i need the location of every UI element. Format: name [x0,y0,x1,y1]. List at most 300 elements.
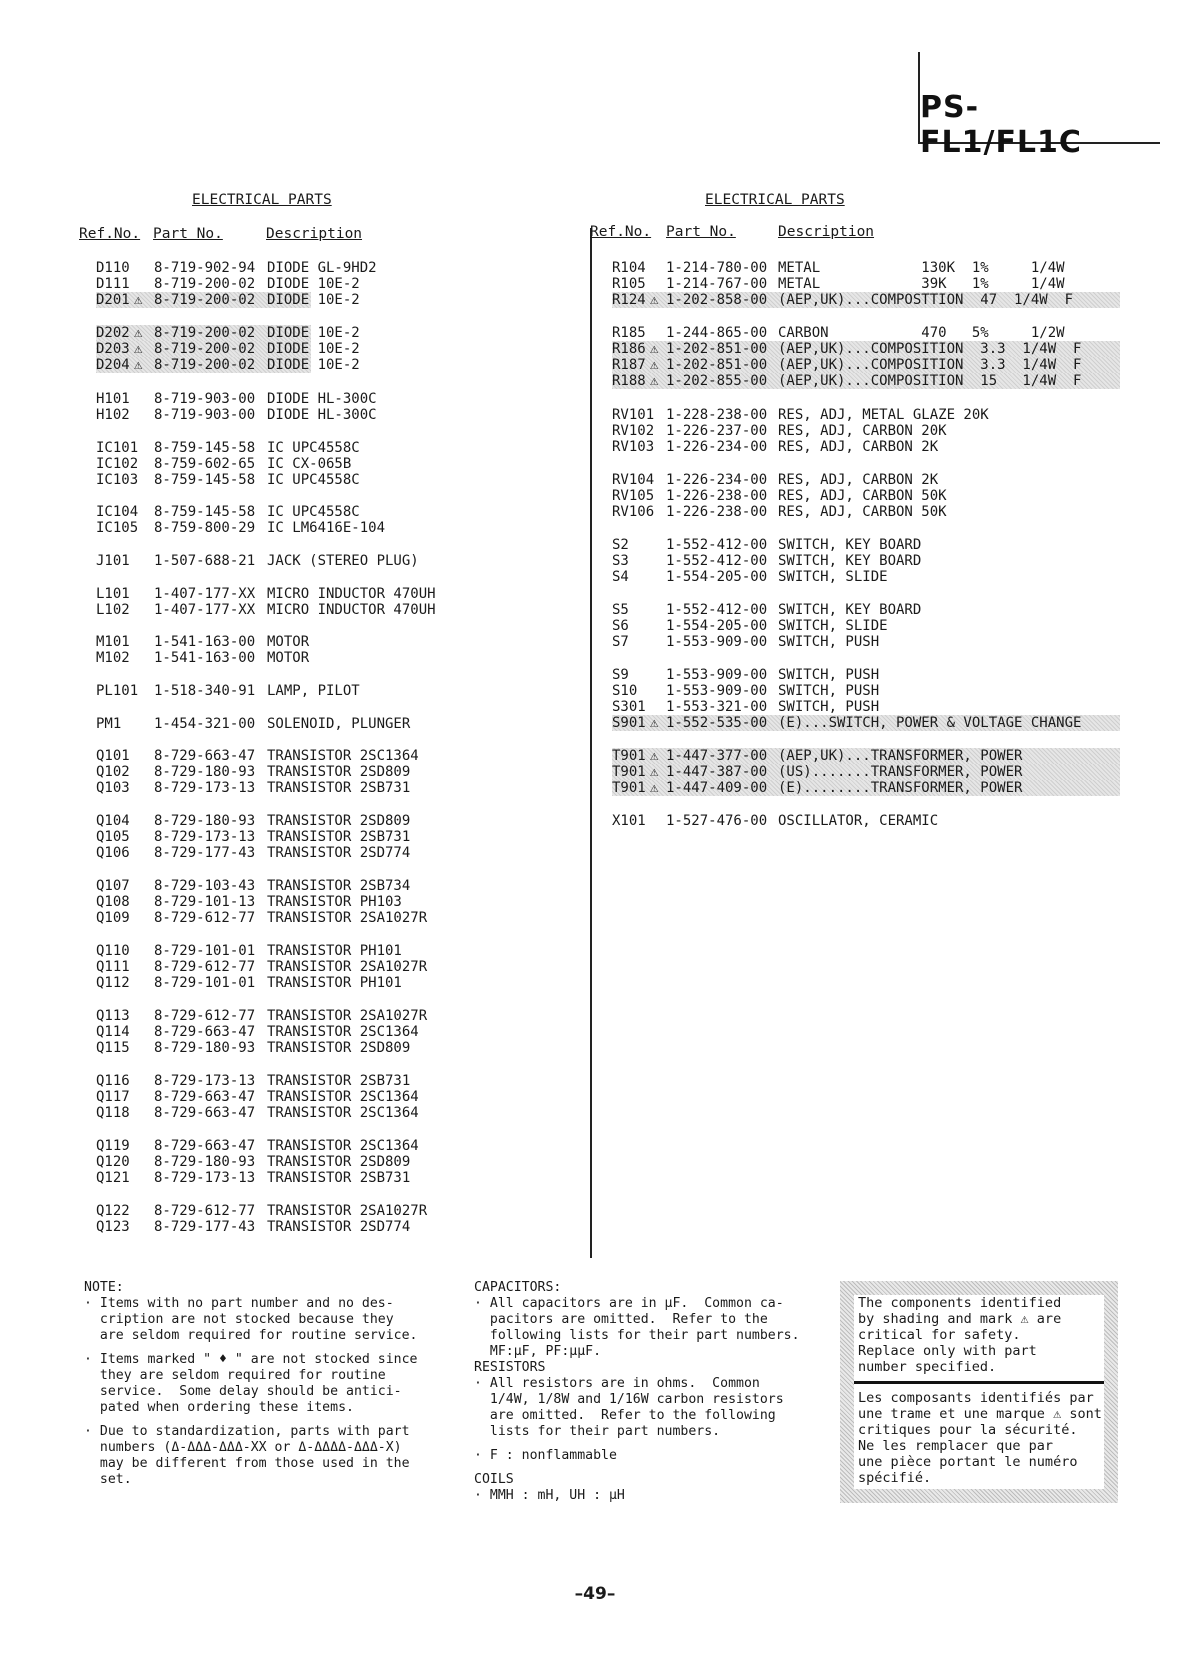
note-line: numbers (Δ-ΔΔΔ-ΔΔΔ-XX or Δ-ΔΔΔΔ-ΔΔΔ-X) [84,1440,402,1455]
part-no: 1-454-321-00 [154,716,256,732]
ref-no: J101 [96,553,130,569]
ref-no: Q113 [96,1008,130,1024]
ref-no: Q116 [96,1073,130,1089]
part-no: 1-202-851-00 [666,341,768,357]
left-table-row [96,1024,419,1040]
ref-no: RV105 [612,488,655,504]
safety-line-fr: une pièce portant le numéro [858,1454,1078,1470]
part-no: 1-552-412-00 [666,602,768,618]
ref-no: S4 [612,569,629,585]
ref-no: Q121 [96,1170,130,1186]
description: IC CX-065B [267,456,352,472]
part-no: 8-729-101-01 [154,975,256,991]
right-header-part: Part No. [666,224,736,240]
ref-no: IC101 [96,440,139,456]
description: SWITCH, SLIDE [778,618,888,634]
safety-line-en: Replace only with part [858,1343,1037,1359]
cap-note-line [474,1464,800,1472]
safety-mark-icon: ⚠ [650,373,659,389]
left-table-row [96,341,360,357]
description: MICRO INDUCTOR 470UH [267,602,436,618]
part-no: 8-719-200-02 [154,341,256,357]
right-table-row [612,667,1120,683]
right-table-row [612,780,1120,796]
safety-mark-icon: ⚠ [134,292,143,308]
description: TRANSISTOR 2SB731 [267,829,411,845]
part-no: 1-407-177-XX [154,602,256,618]
left-table-row [96,472,360,488]
note-block [84,1280,417,1488]
description: (AEP,UK)...TRANSFORMER, POWER [778,748,1023,764]
part-no: 8-759-145-58 [154,504,256,520]
description: TRANSISTOR PH101 [267,975,402,991]
note-line: set. [84,1472,132,1487]
ref-no: Q104 [96,813,130,829]
safety-mark-icon: ⚠ [650,764,659,780]
part-no: 1-226-238-00 [666,504,768,520]
left-header-part: Part No. [153,226,223,242]
ref-no: RV104 [612,472,655,488]
left-table-row [96,276,360,292]
ref-no: D203 [96,341,130,357]
ref-no: S301 [612,699,646,715]
right-table-row [612,260,1120,276]
part-no: 1-541-163-00 [154,650,256,666]
part-no: 1-552-535-00 [666,715,768,731]
description: RES, ADJ, CARBON 2K [778,439,939,455]
note-line: cription are not stocked because they [84,1312,394,1327]
safety-notice-box [840,1281,1118,1503]
part-no: 8-729-101-13 [154,894,256,910]
description: TRANSISTOR 2SB731 [267,780,411,796]
safety-line-fr: Ne les remplacer que par [858,1438,1054,1454]
ref-no: RV102 [612,423,655,439]
ref-no: R187 [612,357,646,373]
ref-no: T901 [612,764,646,780]
part-no: 8-729-663-47 [154,1089,256,1105]
description: SWITCH, PUSH [778,634,880,650]
ref-no: D110 [96,260,130,276]
description: DIODE 10E-2 [267,292,360,308]
left-table-row [96,1105,419,1121]
left-table-row [96,650,311,666]
description: CARBON 470 5% 1/2W [778,325,1065,341]
ref-no: Q115 [96,1040,130,1056]
left-table-row [96,586,436,602]
left-table-row [96,391,377,407]
right-table-row [612,699,1120,715]
right-section-title: ELECTRICAL PARTS [705,192,845,208]
safety-line-fr: Les composants identifiés par [858,1390,1094,1406]
note-line: service. Some delay should be antici- [84,1384,402,1399]
ref-no: Q119 [96,1138,130,1154]
left-table-row [96,910,428,926]
safety-mark-icon: ⚠ [650,341,659,357]
part-no: 1-507-688-21 [154,553,256,569]
description: TRANSISTOR 2SC1364 [267,1024,419,1040]
description: (AEP,UK)...COMPOSITION 15 1/4W F [778,373,1082,389]
description: METAL 130K 1% 1/4W [778,260,1065,276]
right-table-row [612,357,1120,373]
cap-note-line: are omitted. Refer to the following [474,1408,776,1423]
right-table-row [612,325,1120,341]
description: TRANSISTOR PH101 [267,943,402,959]
left-table-row [96,975,402,991]
part-no: 8-719-903-00 [154,407,256,423]
ref-no: RV106 [612,504,655,520]
safety-mark-icon: ⚠ [650,780,659,796]
safety-line-en: The components identified [858,1295,1062,1311]
note-line: · Due to standardization, parts with part [84,1424,410,1439]
description: METAL 39K 1% 1/4W [778,276,1065,292]
ref-no: H101 [96,391,130,407]
part-no: 1-214-780-00 [666,260,768,276]
description: TRANSISTOR PH103 [267,894,402,910]
left-table-row [96,845,411,861]
part-no: 8-729-663-47 [154,1024,256,1040]
ref-no: R124 [612,292,646,308]
part-no: 8-729-663-47 [154,1138,256,1154]
ref-no: D202 [96,325,130,341]
part-no: 1-226-237-00 [666,423,768,439]
part-no: 8-729-177-43 [154,1219,256,1235]
part-no: 8-719-200-02 [154,292,256,308]
ref-no: Q101 [96,748,130,764]
ref-no: L102 [96,602,130,618]
part-no: 1-518-340-91 [154,683,256,699]
left-table-row [96,325,360,341]
cap-note-line: CAPACITORS: [474,1280,562,1295]
description: MICRO INDUCTOR 470UH [267,586,436,602]
description: DIODE 10E-2 [267,357,360,373]
right-header-desc: Description [778,224,875,240]
right-table-row [612,634,1120,650]
ref-no: Q117 [96,1089,130,1105]
part-no: 8-759-800-29 [154,520,256,536]
part-no: 1-527-476-00 [666,813,768,829]
ref-no: Q106 [96,845,130,861]
description: SWITCH, SLIDE [778,569,888,585]
description: DIODE HL-300C [267,407,377,423]
description: (E)...SWITCH, POWER & VOLTAGE CHANGE [778,715,1082,731]
part-no: 1-553-909-00 [666,683,768,699]
description: DIODE HL-300C [267,391,377,407]
description: OSCILLATOR, CERAMIC [778,813,939,829]
model-header-box [918,52,1160,160]
left-table-row [96,456,352,472]
right-table-row [612,472,1120,488]
cap-note-line: · F : nonflammable [474,1448,617,1463]
right-table-row [612,537,1120,553]
part-no: 1-554-205-00 [666,569,768,585]
safety-mark-icon: ⚠ [650,748,659,764]
part-no: 1-244-865-00 [666,325,768,341]
note-line: pated when ordering these items. [84,1400,354,1415]
left-table-row [96,1170,411,1186]
part-no: 8-729-173-13 [154,829,256,845]
left-table-row [96,1203,428,1219]
right-table-row [612,341,1120,357]
description: MOTOR [267,634,310,650]
ref-no: R186 [612,341,646,357]
ref-no: S901 [612,715,646,731]
note-line: they are seldom required for routine [84,1368,386,1383]
description: LAMP, PILOT [267,683,360,699]
description: IC UPC4558C [267,472,360,488]
right-table-row [612,715,1120,731]
note-title: NOTE: [84,1280,124,1295]
left-table-row [96,813,411,829]
right-table-row [612,292,1120,308]
left-table-row [96,959,428,975]
part-no: 1-202-858-00 [666,292,768,308]
ref-no: T901 [612,780,646,796]
part-no: 1-214-767-00 [666,276,768,292]
description: TRANSISTOR 2SA1027R [267,959,428,975]
left-table-row [96,440,360,456]
right-table-row [612,553,1120,569]
part-no: 1-553-321-00 [666,699,768,715]
description: (AEP,UK)...COMPOSITION 3.3 1/4W F [778,341,1082,357]
ref-no: Q120 [96,1154,130,1170]
part-no: 8-759-145-58 [154,440,256,456]
ref-no: S9 [612,667,629,683]
left-table-row [96,894,402,910]
ref-no: S6 [612,618,629,634]
left-header-ref: Ref.No. [79,226,141,242]
column-divider [590,228,592,1258]
description: TRANSISTOR 2SD809 [267,813,411,829]
left-table-row [96,1138,419,1154]
description: DIODE 10E-2 [267,276,360,292]
description: SWITCH, KEY BOARD [778,553,922,569]
part-no: 1-447-387-00 [666,764,768,780]
description: (E)........TRANSFORMER, POWER [778,780,1023,796]
ref-no: Q107 [96,878,130,894]
cap-note-line [474,1440,800,1448]
left-table-row [96,878,411,894]
ref-no: Q114 [96,1024,130,1040]
ref-no: Q109 [96,910,130,926]
part-no: 8-729-173-13 [154,1073,256,1089]
description: TRANSISTOR 2SB731 [267,1170,411,1186]
ref-no: D201 [96,292,130,308]
ref-no: IC105 [96,520,139,536]
ref-no: Q123 [96,1219,130,1235]
safety-english [854,1295,1104,1375]
description: IC UPC4558C [267,440,360,456]
right-header-ref: Ref.No. [590,224,652,240]
right-table-row [612,373,1120,389]
description: SWITCH, KEY BOARD [778,602,922,618]
safety-line-en: critical for safety. [858,1327,1021,1343]
left-table-row [96,357,360,373]
description: (AEP,UK)...COMPOSITION 3.3 1/4W F [778,357,1082,373]
ref-no: PL101 [96,683,139,699]
part-no: 8-729-612-77 [154,1203,256,1219]
description: DIODE 10E-2 [267,341,360,357]
cap-note-line: RESISTORS [474,1360,546,1375]
part-no: 8-729-663-47 [154,748,256,764]
part-no: 1-554-205-00 [666,618,768,634]
left-table-row [96,602,436,618]
description: RES, ADJ, METAL GLAZE 20K [778,407,989,423]
part-no: 8-759-602-65 [154,456,256,472]
part-no: 1-228-238-00 [666,407,768,423]
ref-no: M102 [96,650,130,666]
description: SWITCH, PUSH [778,699,880,715]
note-line: · Items marked " ♦ " are not stocked since [84,1352,418,1367]
safety-mark-icon: ⚠ [650,292,659,308]
ref-no: RV103 [612,439,655,455]
part-no: 8-729-173-13 [154,780,256,796]
right-table-row [612,813,1120,829]
part-no: 8-719-903-00 [154,391,256,407]
part-no: 1-552-412-00 [666,553,768,569]
right-table-row [612,407,1120,423]
part-no: 1-541-163-00 [154,634,256,650]
description: DIODE GL-9HD2 [267,260,377,276]
description: TRANSISTOR 2SB734 [267,878,411,894]
part-no: 8-729-103-43 [154,878,256,894]
left-table-row [96,780,411,796]
ref-no: Q111 [96,959,130,975]
left-header-desc: Description [266,226,363,242]
safety-french [854,1390,1104,1486]
left-table-row [96,716,411,732]
cap-lines [474,1280,800,1504]
left-table-row [96,748,419,764]
ref-no: Q108 [96,894,130,910]
cap-note-line: · All resistors are in ohms. Common [474,1376,760,1391]
note-line: may be different from those used in the [84,1456,410,1471]
ref-no: Q105 [96,829,130,845]
description: MOTOR [267,650,310,666]
part-no: 8-719-902-94 [154,260,256,276]
ref-no: Q102 [96,764,130,780]
left-table-row [96,1219,411,1235]
part-no: 1-202-851-00 [666,357,768,373]
cap-note-line: · MMH : mH, UH : µH [474,1488,625,1503]
part-no: 8-729-180-93 [154,1154,256,1170]
right-table-row [612,439,1120,455]
ref-no: D204 [96,357,130,373]
part-no: 8-729-173-13 [154,1170,256,1186]
ref-no: R188 [612,373,646,389]
ref-no: Q110 [96,943,130,959]
ref-no: M101 [96,634,130,650]
part-no: 1-226-234-00 [666,439,768,455]
safety-line-fr: critiques pour la sécurité. [858,1422,1078,1438]
safety-mark-icon: ⚠ [650,715,659,731]
ref-no: R185 [612,325,646,341]
ref-no: IC102 [96,456,139,472]
description: IC LM6416E-104 [267,520,386,536]
description: JACK (STEREO PLUG) [267,553,419,569]
right-table-row [612,748,1120,764]
right-table-row [612,618,1120,634]
left-table-row [96,520,386,536]
description: (US).......TRANSFORMER, POWER [778,764,1023,780]
ref-no: Q122 [96,1203,130,1219]
note-line [84,1416,417,1424]
description: TRANSISTOR 2SC1364 [267,748,419,764]
part-no: 1-447-409-00 [666,780,768,796]
safety-line-en: number specified. [858,1359,997,1375]
left-table-row [96,943,402,959]
cap-note-line: 1/4W, 1/8W and 1/16W carbon resistors [474,1392,784,1407]
ref-no: T901 [612,748,646,764]
right-table-row [612,569,1120,585]
part-no: 8-729-612-77 [154,959,256,975]
ref-no: H102 [96,407,130,423]
safety-line-fr: spécifié. [858,1470,932,1486]
part-no: 8-729-180-93 [154,764,256,780]
left-table-row [96,1073,411,1089]
left-section-title: ELECTRICAL PARTS [192,192,332,208]
safety-mark-icon: ⚠ [134,325,143,341]
description: TRANSISTOR 2SD774 [267,1219,411,1235]
ref-no: L101 [96,586,130,602]
left-table-row [96,1040,411,1056]
ref-no: S10 [612,683,638,699]
part-no: 8-729-180-93 [154,813,256,829]
description: TRANSISTOR 2SD809 [267,764,411,780]
part-no: 8-729-612-77 [154,1008,256,1024]
part-no: 1-226-238-00 [666,488,768,504]
ref-no: RV101 [612,407,655,423]
ref-no: IC104 [96,504,139,520]
page-number: –49– [574,1584,616,1604]
description: TRANSISTOR 2SD774 [267,845,411,861]
left-table-row [96,764,411,780]
cap-note-line: COILS [474,1472,514,1487]
capacitor-resistor-coil-notes [474,1280,800,1504]
part-no: 8-729-180-93 [154,1040,256,1056]
part-no: 1-552-412-00 [666,537,768,553]
right-table-row [612,423,1120,439]
ref-no: S3 [612,553,629,569]
part-no: 8-719-200-02 [154,325,256,341]
description: RES, ADJ, CARBON 50K [778,504,947,520]
ref-no: Q112 [96,975,130,991]
description: RES, ADJ, CARBON 2K [778,472,939,488]
description: SOLENOID, PLUNGER [267,716,411,732]
left-table-row [96,683,360,699]
safety-mark-icon: ⚠ [134,341,143,357]
right-table-row [612,488,1120,504]
note-line: are seldom required for routine service. [84,1328,418,1343]
part-no: 1-553-909-00 [666,667,768,683]
left-table-row [96,1089,419,1105]
ref-no: S2 [612,537,629,553]
description: SWITCH, PUSH [778,683,880,699]
part-no: 8-729-101-01 [154,943,256,959]
part-no: 1-553-909-00 [666,634,768,650]
description: TRANSISTOR 2SC1364 [267,1089,419,1105]
description: TRANSISTOR 2SC1364 [267,1138,419,1154]
safety-line-en: by shading and mark ⚠ are [858,1311,1062,1327]
ref-no: IC103 [96,472,139,488]
description: TRANSISTOR 2SA1027R [267,910,428,926]
cap-note-line: pacitors are omitted. Refer to the [474,1312,768,1327]
part-no: 8-729-663-47 [154,1105,256,1121]
ref-no: R105 [612,276,646,292]
right-table-row [612,504,1120,520]
part-no: 8-719-200-02 [154,276,256,292]
description: DIODE 10E-2 [267,325,360,341]
description: IC UPC4558C [267,504,360,520]
